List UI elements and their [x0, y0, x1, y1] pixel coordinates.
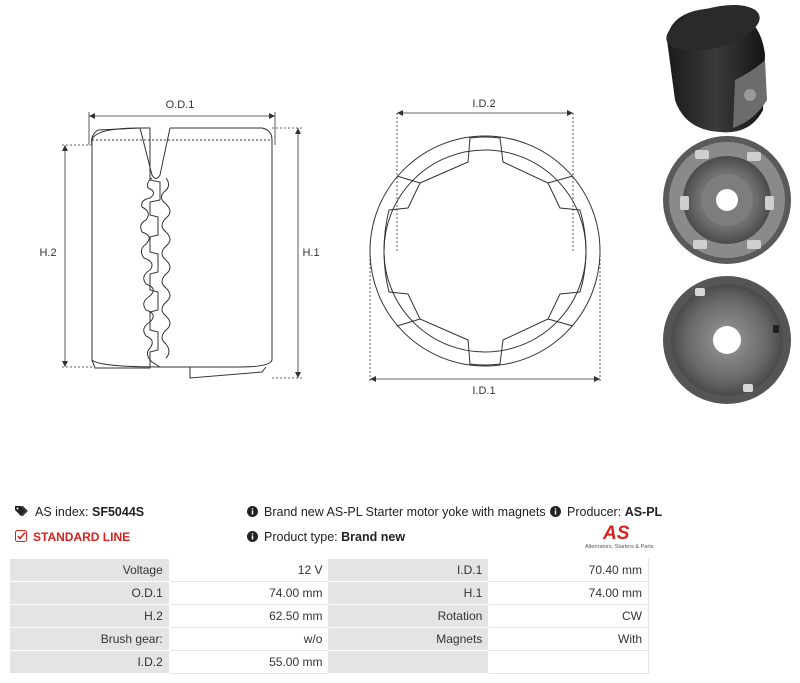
id1-label: I.D.1 [472, 385, 496, 397]
yoke-side-outline [92, 128, 160, 368]
product-type-value: Brand new [341, 530, 406, 544]
logo-mark: AS [603, 523, 630, 544]
photo-yoke-side [661, 0, 767, 132]
product-type [247, 530, 405, 545]
spec-value: 55.00 mm [169, 651, 329, 674]
as-index [15, 505, 144, 520]
table-row [10, 628, 649, 651]
yoke-side-body [92, 128, 272, 367]
spec-table [9, 558, 649, 674]
ring-outer [370, 136, 600, 366]
description-text: Brand new AS-PL Starter motor yoke with magnets [264, 505, 546, 519]
spec-value: 12 V [169, 559, 329, 582]
spec-label: H.1 [329, 582, 489, 605]
spec-label: Voltage [10, 559, 170, 582]
producer-label: Producer: [567, 505, 622, 519]
spec-label: Brush gear: [10, 628, 170, 651]
spec-value: With [489, 628, 649, 651]
spec-value: 62.50 mm [169, 605, 329, 628]
spec-label: H.2 [10, 605, 170, 628]
h1-label: H.1 [302, 247, 320, 259]
table-row [10, 651, 649, 674]
table-row [10, 605, 649, 628]
spec-label: I.D.2 [10, 651, 170, 674]
spec-value: w/o [169, 628, 329, 651]
producer [550, 505, 662, 520]
spec-label: O.D.1 [10, 582, 170, 605]
od1-label: O.D.1 [165, 99, 195, 111]
tag-icon [15, 506, 29, 520]
table-row [10, 582, 649, 605]
spec-label: Rotation [329, 605, 489, 628]
id2-label: I.D.2 [472, 98, 496, 110]
photo-end-plate [663, 276, 791, 404]
h2-label: H.2 [39, 247, 57, 259]
checkbox-checked-icon [15, 530, 27, 545]
info-icon [550, 506, 561, 520]
logo-subtitle: Alternators, Starters & Parts [585, 544, 654, 550]
as-index-label: AS index: [35, 505, 89, 519]
as-pl-logo [585, 523, 654, 553]
standard-line-label: STANDARD LINE [33, 530, 131, 544]
spec-label: I.D.1 [329, 559, 489, 582]
spec-value: 70.40 mm [489, 559, 649, 582]
spec-value [489, 651, 649, 674]
spec-label [329, 651, 489, 674]
info-icon [247, 506, 258, 520]
product-type-label: Product type: [264, 530, 338, 544]
product-photos [655, 0, 800, 420]
spec-value: CW [489, 605, 649, 628]
ring-inner [384, 150, 586, 352]
info-icon [247, 531, 258, 545]
as-index-value: SF5044S [92, 505, 145, 519]
spec-label: Magnets [329, 628, 489, 651]
standard-line [15, 530, 130, 545]
producer-value: AS-PL [624, 505, 663, 519]
spec-value: 74.00 mm [169, 582, 329, 605]
table-row [10, 559, 649, 582]
description [247, 505, 546, 520]
spec-value: 74.00 mm [489, 582, 649, 605]
photo-yoke-inside [663, 136, 791, 264]
yoke-slot [140, 128, 170, 179]
